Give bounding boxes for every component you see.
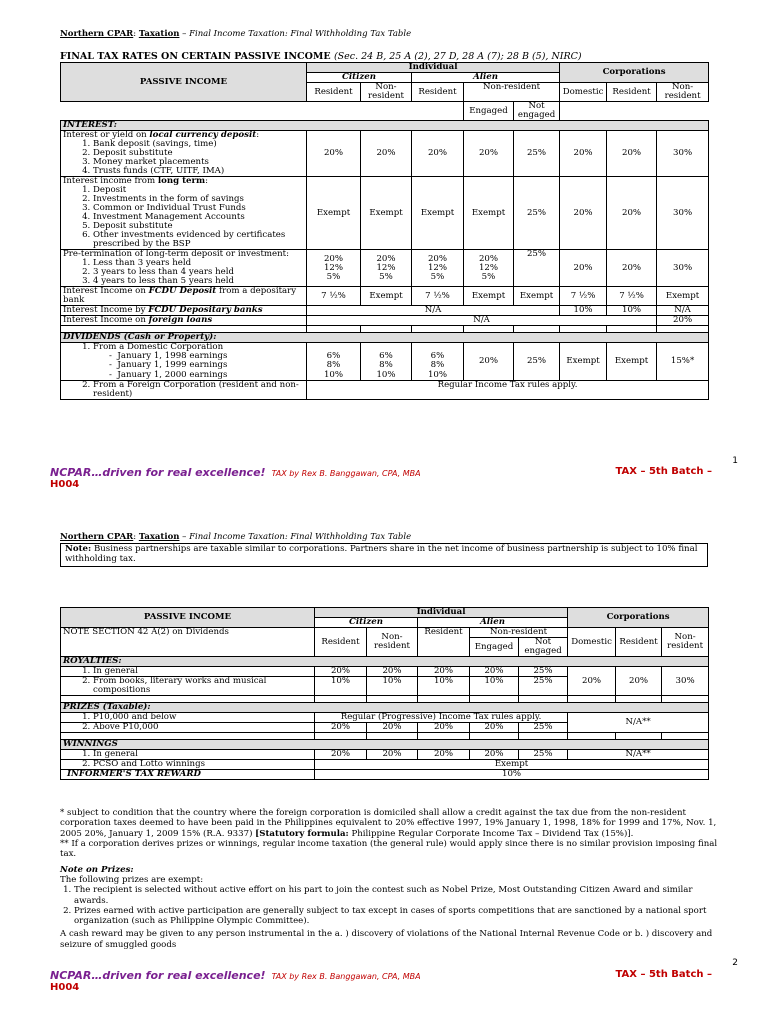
section-winnings: WINNINGS	[61, 740, 709, 750]
row-foreign-loans: Interest Income on foreign loans N/A 20%	[61, 316, 709, 326]
row-fcdu-banks: Interest Income by FCDU Depositary banks N/A 10% 10% N/A	[61, 306, 709, 316]
row-fcdu-deposit: Interest Income on FCDU Deposit from a depositary bank 7 ½% Exempt 7 ½% Exempt Exempt 7 ½% 7 ½% Exempt	[61, 287, 709, 306]
page-footer-2: NCPAR…driven for real excellence! TAX by Rex B. Banggawan, CPA, MBA TAX – 5th Batch – H004	[50, 969, 712, 993]
page-header: Northern CPAR: Taxation – Final Income Taxation: Final Withholding Tax Table	[60, 29, 412, 39]
final-tax-table-2: PASSIVE INCOME Individual Corporations Citizen Alien NOTE SECTION 42 A(2) on Dividends Resident Non-resident Resident Non-resident Domestic Resident Non-resident Engaged Not engaged ROYALTIES: 1. In general 20% 20% 20% 20% 25% 20% 20% 30% 2. From books, literary works and musical compositions 10% 10% 10% 10% 25% PRIZES (Taxable): 1. P10,000 and below Regular (Progressive) Income Tax rules apply. N/A** 2. Above P10,000 20% 20% 20% 20% 25% WINNINGS 1. In general 20% 20% 20% 20% 25% N/A** 2. PCSO and Lotto winnings Exempt INFORMER'S TAX REWARD 10%	[60, 607, 709, 780]
informer-reward: INFORMER'S TAX REWARD	[61, 770, 315, 780]
section-interest: INTEREST:	[61, 121, 709, 131]
section-dividends: DIVIDENDS (Cash or Property):	[61, 333, 709, 343]
partnership-note: Note: Business partnerships are taxable similar to corporations. Partners share in the net income of business partnership is subject to 10% final withholding tax.	[60, 543, 708, 567]
row-domestic-dividend: 1. From a Domestic Corporation - January 1, 1998 earnings - January 1, 1999 earnings - January 1, 2000 earnings 6% 8% 10% 6% 8% 10% 6% 8% 10% 20% 25% Exempt Exempt 15%*	[61, 343, 709, 380]
section-prizes: PRIZES (Taxable):	[61, 703, 709, 713]
table-title: FINAL TAX RATES ON CERTAIN PASSIVE INCOME (Sec. 24 B, 25 A (2), 27 D, 28 A (7); 28 B (5), NIRC)	[60, 51, 582, 62]
page-number: 1	[732, 456, 738, 466]
section-42-note: NOTE SECTION 42 A(2) on Dividends	[61, 628, 315, 657]
page-footer: NCPAR…driven for real excellence! TAX by Rex B. Banggawan, CPA, MBA TAX – 5th Batch – H004	[50, 466, 712, 490]
final-tax-table: PASSIVE INCOME Individual Corporations Citizen Alien Resident Non-resident Resident Non-resident Domestic Resident Non-resident Engaged Not engaged INTEREST: Interest or yield on local currency deposit: 1. Bank deposit (savings, time) 2. Deposit substitute 3. Money market placements 4. Trusts funds (CTF, UITF, IMA) 20% 20% 20% 20% 25% 20% 20% 30% Interest income from long term: 1. Deposit 2. Investments in the form of savings 3. Common or Individual Trust Funds 4. Investment Management Accounts 5. Deposit substitute 6. Other investments evidenced by certificates prescribed by the BSP Exempt Exempt Exempt Exempt 25% 20% 20% 30% Pre-termination of long-term deposit or investment: 1. Less than 3 years held 2. 3 years to less than 4 years held 3. 4 years to less than 5 years held 20% 12% 5% 20% 12% 5% 20% 12% 5% 20% 12% 5% 25% 20% 20% 30% Interest Income on FCDU Deposit from a depositary bank 7 ½% Exempt 7 ½% Exempt Exempt 7 ½% 7 ½% Exempt Interest Income by FCDU Depositary banks N/A 10% 10% N/A Interest Income on foreign loans N/A 20% DIVIDENDS (Cash or Property): 1. From a Domestic Corporation - January 1, 1998 earnings - January 1, 1999 earnings - January 1, 2000 earnings 6% 8% 10% 6% 8% 10% 6% 8% 10% 20% 25% Exempt Exempt 15%* 2. From a Foreign Corporation (resident and non-resident) Regular Income Tax rules apply.	[60, 62, 709, 400]
page-number-2: 2	[732, 958, 738, 968]
row-pretermination: Pre-termination of long-term deposit or investment: 1. Less than 3 years held 2. 3 years to less than 4 years held 3. 4 years to less than 5 years held 20% 12% 5% 20% 12% 5% 20% 12% 5% 20% 12% 5% 25% 20% 20% 30%	[61, 250, 709, 287]
row-foreign-dividend: 2. From a Foreign Corporation (resident and non-resident) Regular Income Tax rules apply.	[61, 380, 709, 399]
row-local-deposit: Interest or yield on local currency deposit: 1. Bank deposit (savings, time) 2. Deposit substitute 3. Money market placements 4. Trusts funds (CTF, UITF, IMA) 20% 20% 20% 20% 25% 20% 20% 30%	[61, 131, 709, 177]
row-long-term: Interest income from long term: 1. Deposit 2. Investments in the form of savings 3. Common or Individual Trust Funds 4. Investment Management Accounts 5. Deposit substitute 6. Other investments evidenced by certificates prescribed by the BSP Exempt Exempt Exempt Exempt 25% 20% 20% 30%	[61, 177, 709, 250]
page-header: Northern CPAR: Taxation – Final Income Taxation: Final Withholding Tax Table	[60, 532, 412, 542]
section-royalties: ROYALTIES:	[61, 657, 709, 667]
footnotes: * subject to condition that the country where the foreign corporation is domiciled shall allow a credit against the tax due from the non-resident corporation taxes deemed to have been paid in the Philippines equivalent to 20% effective 1997, 19% January 1, 1998, 18% for 1999 and 17%, Nov. 1, 2005 20%, January 1, 2009 15% (R.A. 9337) [Statutory formula: Philippine Regular Corporate Income Tax – Dividend Tax (15%)]. ** If a corporation derives prizes or winnings, regular income taxation (the general rule) would apply since there is no similar provision imposing final tax. Note on Prizes: The following prizes are exempt: 1. The recipient is selected without active effort on his part to join the contest such as Nobel Prize, Most Outstanding Citizen Award and similar awards. 2. Prizes earned with active participation are generally subject to tax except in cases of sports competitions that are sanctioned by a national sport organization (such as Philippine Olympic Committee). A cash reward may be given to any person instrumental in the a. ) discovery of violations of the National Internal Revenue Code or b. ) discovery and seizure of smuggled goods	[60, 808, 720, 950]
header-row: PASSIVE INCOME Individual Corporations	[61, 63, 709, 73]
